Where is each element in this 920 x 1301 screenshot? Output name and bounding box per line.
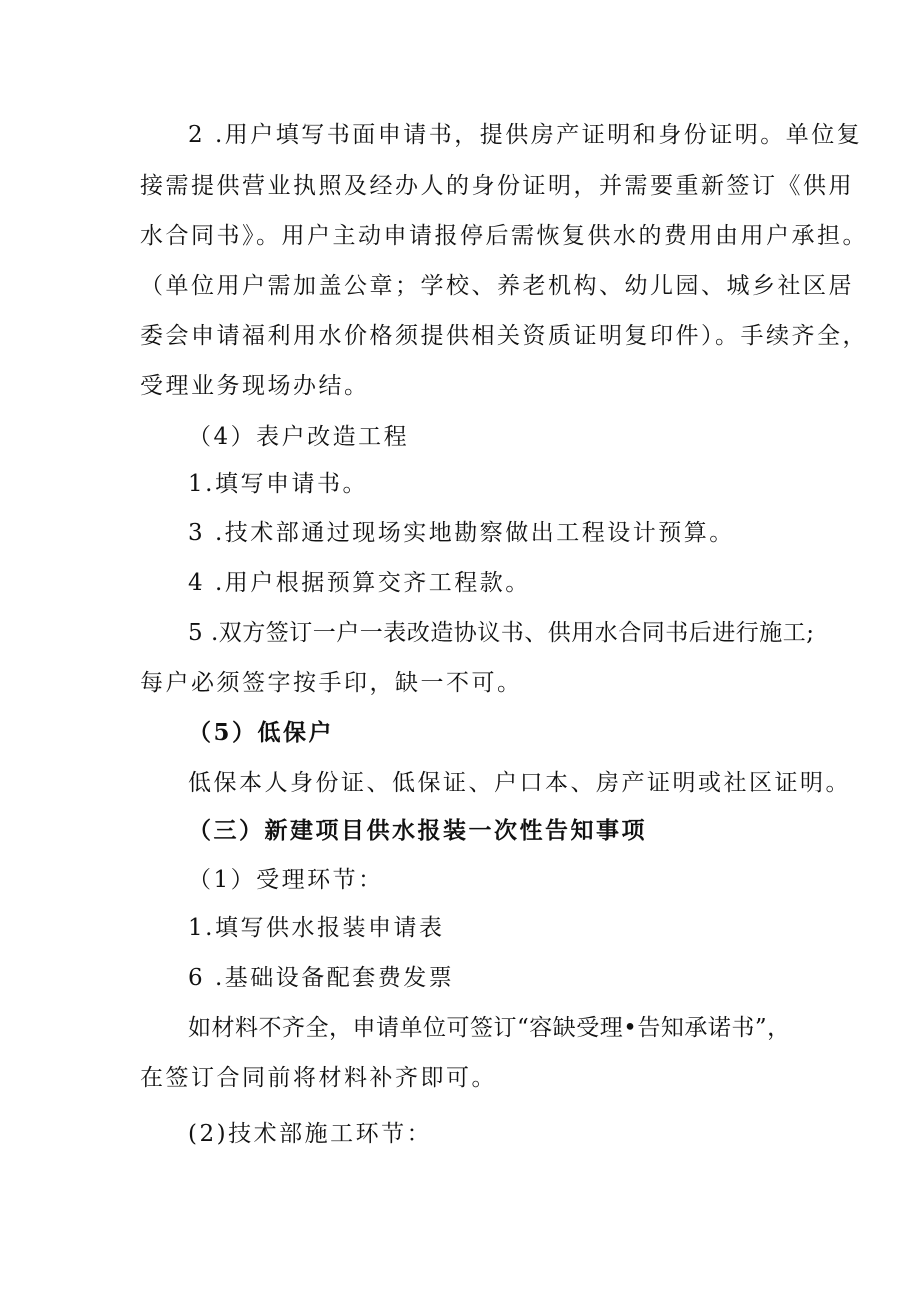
paragraph-line: 2 .用户填写书面申请书，提供房产证明和身份证明。单位复: [188, 122, 863, 148]
paragraph-line: 如材料不齐全，申请单位可签订“容缺受理•告知承诺书”，: [188, 1015, 791, 1041]
list-item: 5 .双方签订一户一表改造协议书、供用水合同书后进行施工;: [188, 620, 815, 646]
paragraph-line: 在签订合同前将材料补齐即可。: [140, 1065, 497, 1091]
paragraph-line: 水合同书》。用户主动申请报停后需恢复供水的费用由用户承担。: [140, 223, 868, 249]
paragraph-line: 受理业务现场办结。: [140, 373, 370, 399]
paragraph-line: 低保本人身份证、低保证、户口本、房产证明或社区证明。: [188, 770, 851, 796]
section-title: （三）新建项目供水报装一次性告知事项: [188, 817, 647, 844]
list-item: 6 .基础设备配套费发票: [188, 965, 455, 991]
section-heading: （1）受理环节：: [188, 867, 384, 893]
list-item: 4 .用户根据预算交齐工程款。: [188, 570, 531, 596]
section-heading: （4）表户改造工程: [188, 424, 410, 450]
section-heading: （5）低保户: [188, 719, 335, 746]
list-item: 1.填写供水报装申请表: [188, 915, 445, 941]
paragraph-line: 委会申请福利用水价格须提供相关资质证明复印件）。手续齐全，: [140, 323, 868, 349]
paragraph-line: 每户必须签字按手印，缺一不可。: [140, 670, 523, 696]
list-item: 3 .技术部通过现场实地勘察做出工程设计预算。: [188, 520, 735, 546]
list-item: 1.填写申请书。: [188, 471, 368, 497]
section-heading: (2)技术部施工环节：: [188, 1121, 433, 1147]
paragraph-line: 接需提供营业执照及经办人的身份证明，并需要重新签订《供用: [140, 173, 854, 199]
paragraph-line: （单位用户需加盖公章；学校、养老机构、幼儿园、城乡社区居: [140, 273, 854, 299]
